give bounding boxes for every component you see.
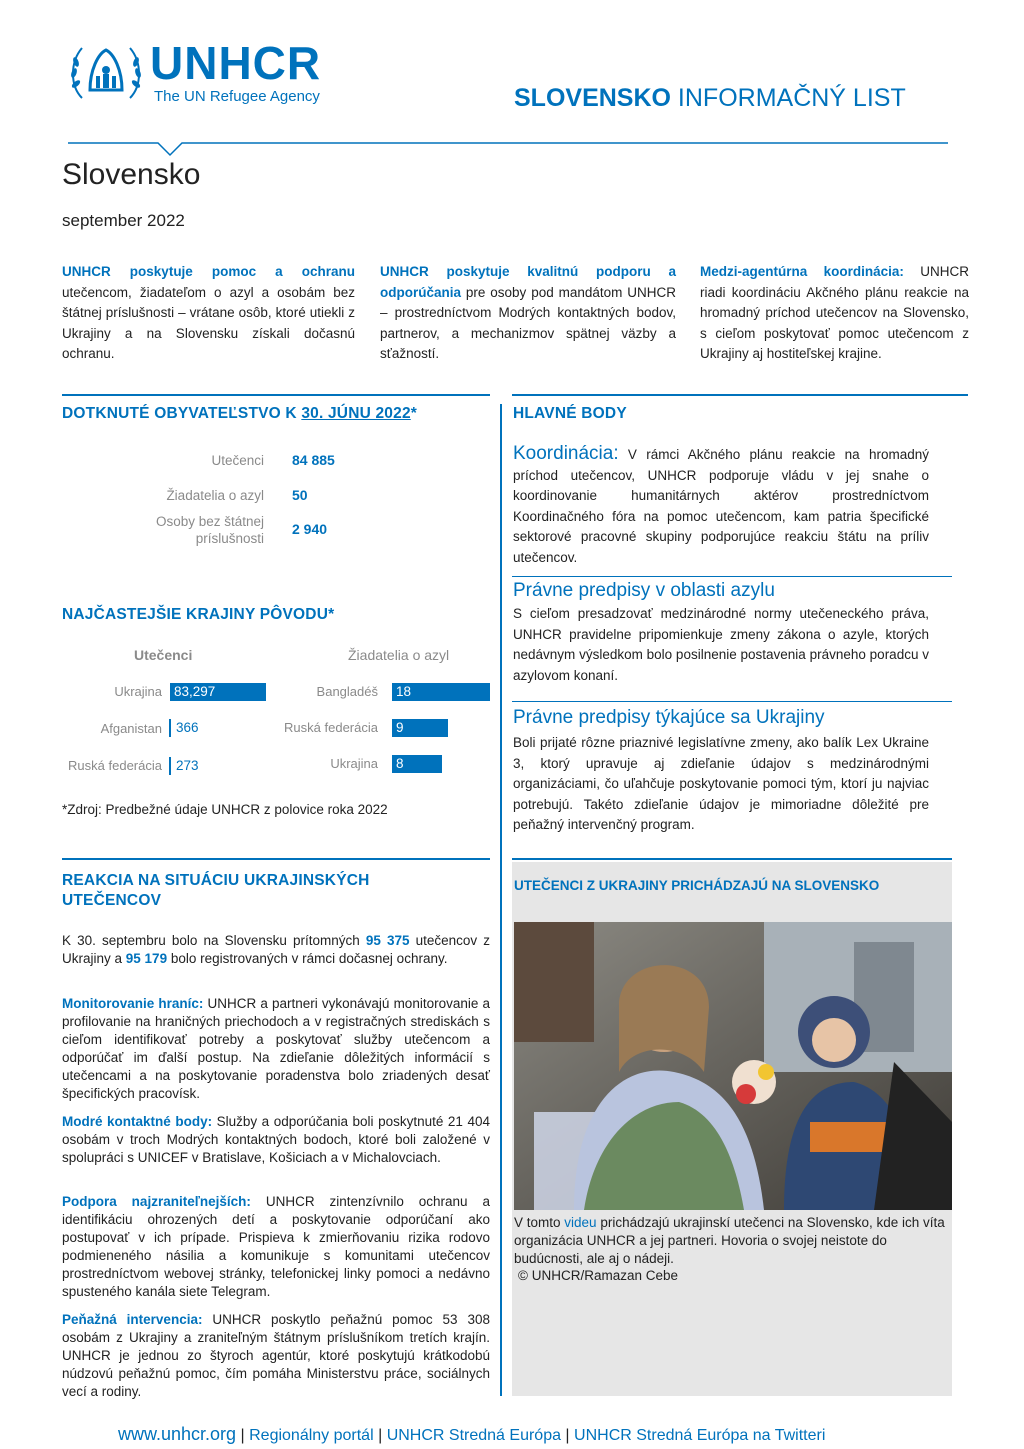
section-divider [512,701,952,702]
highlight-coordination: Koordinácia: V rámci Akčného plánu reakcie na hromadný príchod utečencov, UNHCR podporuje vládu v jej snahe o koordinovanie humanitárnych aktérov prostredníctvom Koordinačného fóra na pomoc utečencom, kam patria špecifické sektorové pracovné skupiny podporujúce reakciu štátu na príliv utečencov. [513,443,929,565]
header-rule [68,140,950,160]
origin-asylum-title: Žiadatelia o azyl [348,647,450,663]
photo-caption: V tomto videu prichádzajú ukrajinskí utečenci na Slovensko, kde ich víta organizácia UNHCR a jej partneri. Hovoria o svojej neistote do budúcnosti, ale aj o nádeji. [514,1215,945,1266]
highlight-asylum-law-text: S cieľom presadzovať medzinárodné normy utečeneckého práva, UNHCR pravidelne pripomienkuje zmeny zákona o azyle, ktorých nedávnym výsledkom bolo posilnenie postavenia právneho poradcu v azylovom konaní. [513,606,929,683]
footer-central-europe-link[interactable]: UNHCR Stredná Európa [386,1427,561,1444]
photo-box [512,862,952,1396]
stat-label-asylum: Žiadatelia o azyl [166,488,264,503]
origin-refugees-title: Utečenci [134,647,193,663]
bar-label: Ruská federácia [68,758,162,773]
origin-heading: NAJČASTEJŠIE KRAJINY PÔVODU* [62,606,335,623]
bar-label: Afganistan [100,721,162,736]
document-title: SLOVENSKO INFORMAČNÝ LIST [514,84,906,112]
bar-refugees-ukraine: 83,297 [170,683,266,701]
stat-label-stateless: Osoby bez štátnej príslušnosti [155,514,264,546]
footer-regional-portal-link[interactable]: Regionálny portál [249,1427,374,1444]
logo-tagline: The UN Refugee Agency [154,88,320,105]
response-intro: K 30. septembru bolo na Slovensku prítomných 95 375 utečencov z Ukrajiny a 95 179 bolo registrovaných v rámci dočasnej ochrany. [62,933,490,966]
response-border-monitoring: Monitorovanie hraníc: UNHCR a partneri vykonávajú monitorovanie a profilovanie na hraničných priechodoch a v registračných strediskách s cieľom identifikovať potreby a poskytovať služby utečencom a odporúčať im ďalší postup. Na zdieľanie dôležitých informácií s utečencami a na poskytovanie poradenstva bolo zriadených desať špecifických pracovísk. [62,996,490,1101]
bar-label: Ukrajina [330,756,378,771]
highlight-ukraine-law-title: Právne predpisy týkajúce sa Ukrajiny [513,707,825,728]
stat-value-refugees: 84 885 [292,452,335,468]
section-divider [62,394,490,396]
response-cash: Peňažná intervencia: UNHCR poskytlo peňažnú pomoc 53 308 osobám z Ukrajiny a zraniteľným štátnym príslušníkom tretích krajín. UNHCR je jednou zo štyroch agentúr, ktoré poskytujú krátkodobú núdzovú peňažnú pomoc, čím pomáha Ministerstvu práce, sociálnych vecí a rodiny. [62,1312,490,1399]
highlight-asylum-law-title: Právne predpisy v oblasti azylu [513,580,775,601]
section-divider [512,858,952,860]
section-divider [512,394,968,396]
footer-twitter-link[interactable]: UNHCR Stredná Európa na Twitteri [574,1427,826,1444]
footer-links: www.unhcr.org | Regionálny portál | UNHCR Stredná Európa | UNHCR Stredná Európa na Twitteri [118,1424,826,1444]
unhcr-logo [68,37,338,106]
intro-support: UNHCR poskytuje kvalitnú podporu a odporúčania pre osoby pod mandátom UNHCR – prostredníctvom Modrých kontaktných bodov, partnerov, a mechanizmov spätnej väzby a sťažností. [380,264,676,361]
bar-refugees-afghanistan: 366 [169,719,199,737]
population-heading: DOTKNUTÉ OBYVATEĽSTVO K 30. JÚNU 2022* [62,405,418,422]
bar-asylum-ukraine: 8 [392,755,442,773]
bar-label: Bangladéš [316,684,378,699]
response-heading: REAKCIA NA SITUÁCIU UKRAJINSKÝCH UTEČENCOV [62,872,370,909]
bar-asylum-bangladesh: 18 [392,683,490,701]
stat-label-refugees: Utečenci [211,453,264,468]
intro-protection: UNHCR poskytuje pomoc a ochranu utečencom, žiadateľom o azyl a osobám bez štátnej príslušnosti – vrátane osôb, ktoré utiekli z Ukrajiny a na Slovensku získali dočasnú ochranu. [62,264,355,361]
response-vulnerable: Podpora najzraniteľnejších: UNHCR zintenzívnilo ochranu a identifikáciu ohrozených detí a poskytovanie odporúčaní ako postupovať v ich prípade. Prispieva k zmierňovaniu rizika rodovo podmieneného násilia a komunikuje s komunitami utečencov prostredníctvom webovej stránky, telefonickej linky pomoci a nedávno spusteného kanála siete Telegram. [62,1194,490,1299]
highlights-heading: HLAVNÉ BODY [513,405,627,422]
data-source-note: *Zdroj: Predbežné údaje UNHCR z polovice roka 2022 [62,802,388,817]
photo-credit: © UNHCR/Ramazan Cebe [518,1268,678,1283]
country-title: Slovensko [62,158,201,191]
section-divider [512,576,952,577]
footer-site-link[interactable]: www.unhcr.org [118,1424,237,1444]
report-date: september 2022 [62,211,185,230]
photo-box-heading: UTEČENCI Z UKRAJINY PRICHÁDZAJÚ NA SLOVENSKO [514,878,880,893]
bar-label: Ukrajina [114,684,162,699]
logo-wordmark: UNHCR [150,37,322,89]
laurel-icon [68,40,144,106]
bar-label: Ruská federácia [284,720,378,735]
highlight-ukraine-law-text: Boli prijaté rôzne priaznivé legislatívne zmeny, ako balík Lex Ukraine 3, ktorý upravuje aj zdieľanie údajov s medzinárodnými organizáciami, čo uľahčuje poskytovanie pomoci tým, ktorí ju najviac potrebujú. Takéto zdieľanie údajov je mimoriadne dôležité pre peňažný intervenčný program. [513,735,929,832]
intro-coordination: Medzi-agentúrna koordinácia: UNHCR riadi koordináciu Akčného plánu reakcie na hromadný príchod utečencov na Slovensko, s cieľom poskytovať pomoc utečencom z Ukrajiny aj hostiteľskej krajine. [700,264,969,361]
refugee-photo [514,922,952,1210]
video-link[interactable]: videu [564,1215,597,1230]
column-divider [500,404,502,1396]
stat-value-stateless: 2 940 [292,521,328,537]
bar-asylum-russia: 9 [392,719,448,737]
stat-value-asylum: 50 [292,487,308,503]
section-divider [62,858,490,860]
bar-refugees-russia: 273 [169,757,199,775]
response-blue-dots: Modré kontaktné body: Služby a odporúčania boli poskytnuté 21 404 osobám v troch Modrých kontaktných bodoch, ktoré boli založené v spolupráci s UNICEF v Bratislave, Košiciach a v Michalovciach. [62,1114,490,1165]
